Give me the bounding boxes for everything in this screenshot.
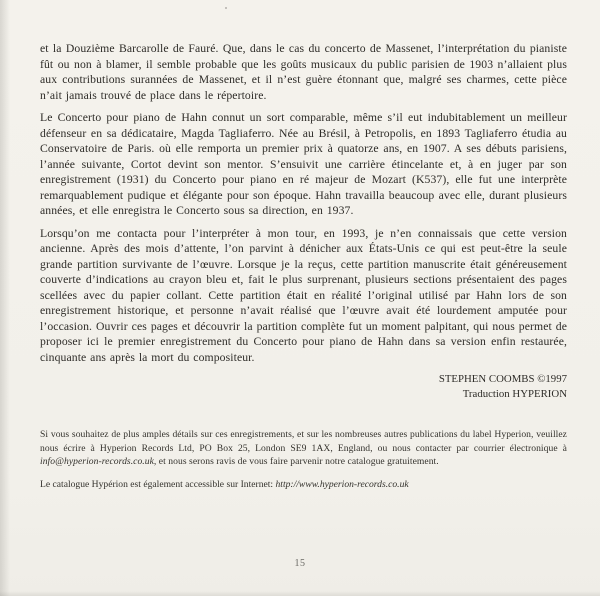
paragraph-faure-massenet: et la Douzième Barcarolle de Fauré. Que, dans le cas du concerto de Massenet, l’interprétation du pianiste fût ou non à blamer, il semble probable que les goûts musicaux du public parisien de 1903 n’allaient plus aux contributions surannées de Massenet, et il n’est guère étonnant que, malgré ses charmes, cette pièce n’ait jamais trouvé de place dans le répertoire. [40,42,567,102]
contact-text-after: , et nous serons ravis de vous faire parvenir notre catalogue gratuitement. [153,456,439,467]
scan-speck [225,7,227,9]
page-content [40,41,567,501]
paragraph-tagliaferro: Le Concerto pour piano de Hahn connut un sort comparable, même s’il eut indubitablement un meilleur défenseur en sa dédicataire, Magda Tagliaferro. Née au Brésil, à Petropolis, en 1893 Tagliaferro étudia au Conservatoire de Paris. où elle remporta un premier prix à quatorze ans, en 1907. A ses débuts parisiens, l’année suivante, Cortot devint son mentor. S’ensuivit une carrière étincelante et, à en juger par son enregistrement (1931) du Concerto pour piano en ré majeur de Mozart (K537), elle fut une interprète remarquablement pudique et élégante pour son époque. Hahn travailla beaucoup avec elle, durant plusieurs années, et elle enregistra le Concerto sous sa direction, en 1937. [40,111,567,217]
footer-contact-paragraph [40,428,567,469]
credit-block [40,372,567,402]
credit-author: STEPHEN COOMBS ©1997 [438,373,567,385]
catalogue-text-before: Le catalogue Hypérion est également accessible sur Internet: [40,479,276,491]
catalogue-url: http://www.hyperion-records.co.uk [275,479,409,491]
page-number: 15 [294,558,306,569]
paragraph-restoration: Lorsqu’on me contacta pour l’interpréter à mon tour, en 1993, je n’en connaissais que cette version ancienne. Après des mois d’attente, l’on parvint à dénicher aux États-Unis ce qui est peut-être la seule grande partition survivante de l’œuvre. Lorsque je la reçus, cette partition manuscrite était généreusement couverte d’indications au crayon bleu et, fait le plus surprenant, plusieurs sections présentaient des pages scellées avec du papier collant. Cette partition était en réalité l’original utilisé par Hahn lors de son enregistrement historique, et personne n’avait réalisé que l’œuvre avait été lourdement amputée pour l’occasion. Ouvrir ces pages et découvrir la partition complète fut un moment palpitant, qui nous permet de proposer ici le premier enregistrement du Concerto pour piano de Hahn dans sa version enfin restaurée, cinquante ans après la mort du compositeur. [40,226,567,364]
scan-edge-shadow-left [0,0,10,596]
footer-catalogue-line [40,478,567,492]
scan-edge-shadow-bottom [0,591,600,596]
contact-text-before: Si vous souhaitez de plus amples détails sur ces enregistrements, et sur les nombreuses autres publications du label Hyperion, veuillez nous écrire à Hyperion Records Ltd, PO Box 25, London SE9 1AX, England, ou nous contacter par courrier électronique à [40,429,567,454]
contact-email: info@hyperion-records.co.uk [40,456,154,467]
credit-translation: Traduction HYPERION [462,388,567,400]
